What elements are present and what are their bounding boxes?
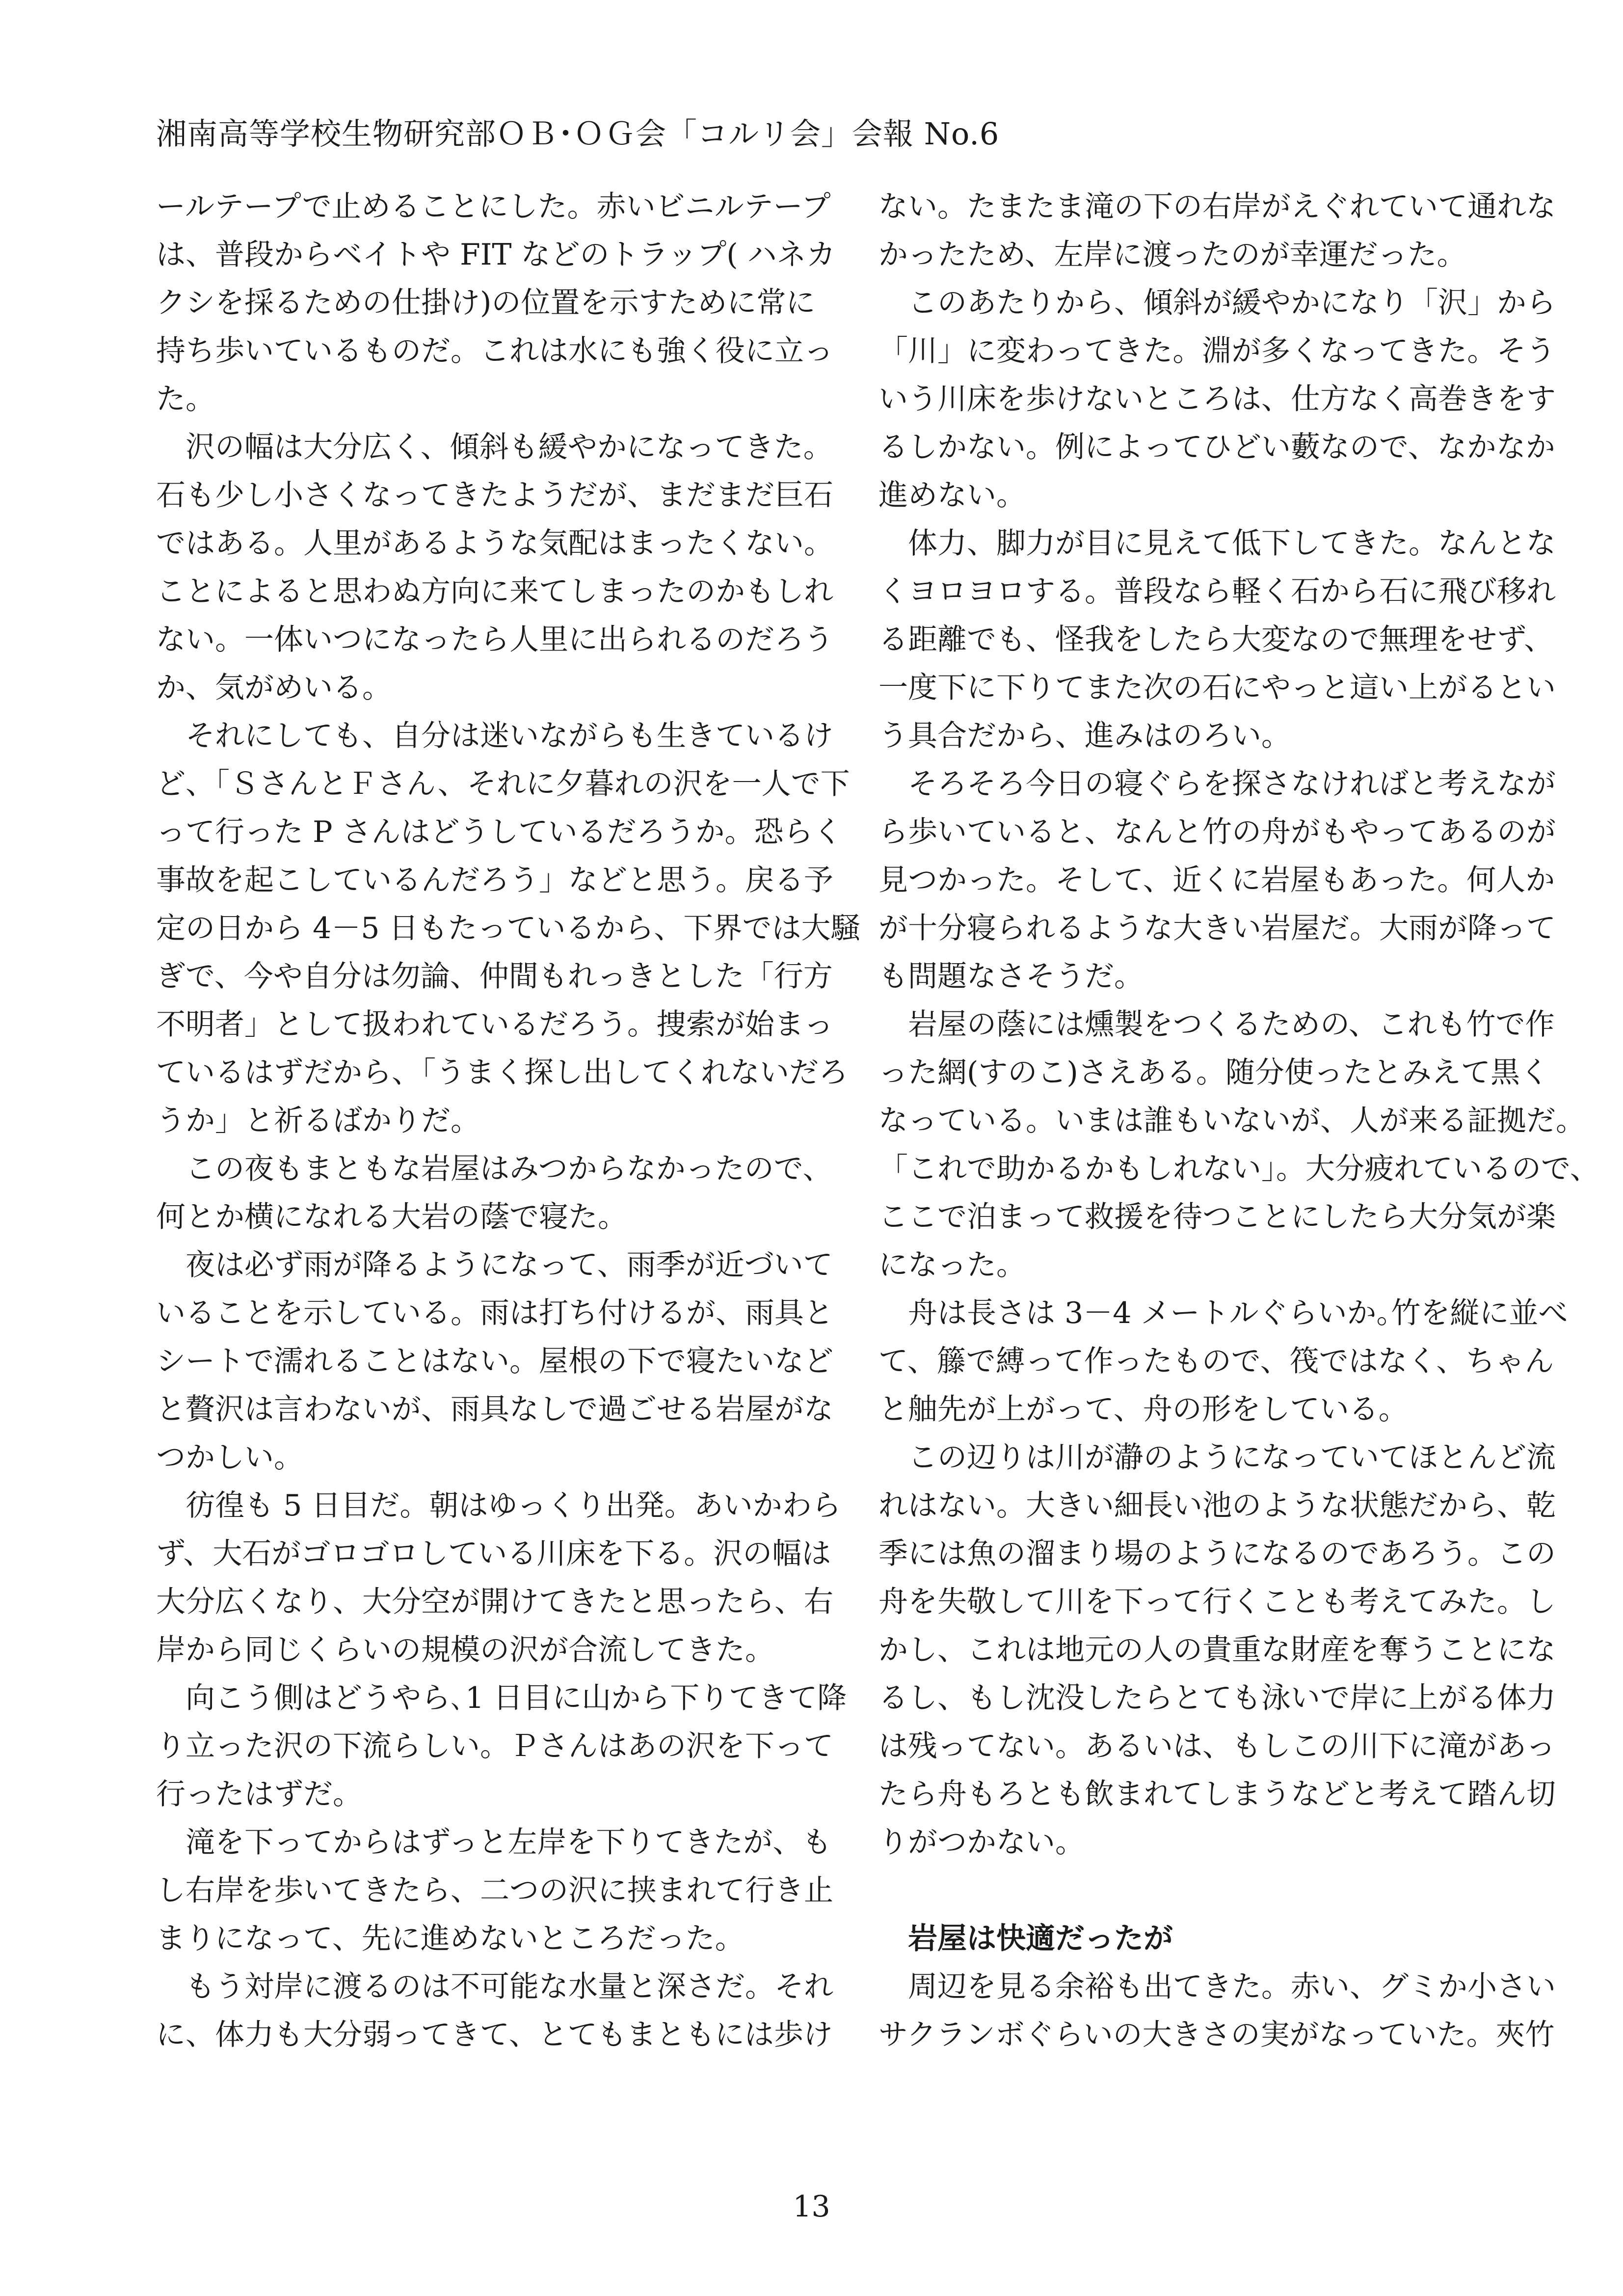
text-line: りがつかない。 bbox=[878, 1825, 1085, 1860]
text-line: くヨロヨロする。普段なら軽く石から石に飛び移れ bbox=[878, 574, 1556, 609]
text-line: ことによると思わぬ方向に来てしまったのかもしれ bbox=[156, 574, 833, 609]
text-line: 岩屋の蔭には燻製をつくるための、これも竹で作 bbox=[908, 1007, 1555, 1042]
text-line: それにしても、自分は迷いながらも生きているけ bbox=[186, 719, 833, 753]
text-line: になった。 bbox=[878, 1248, 1026, 1282]
text-line: ールテープで止めることにした。赤いビニルテープ bbox=[156, 189, 831, 224]
text-line: り立った沢の下流らしい。Ｐさんはあの沢を下って bbox=[156, 1729, 833, 1763]
text-line: ているはずだから、「うまく探し出してくれないだろ bbox=[156, 1055, 848, 1090]
text-line: ぎで、今や自分は勿論、仲間もれっきとした「行方 bbox=[156, 959, 833, 994]
text-line: 不明者」として扱われているだろう。捜索が始まっ bbox=[156, 1007, 833, 1042]
text-line: が十分寝られるような大きい岩屋だ。大雨が降って bbox=[878, 911, 1556, 945]
text-line: ではある。人里があるような気配はまったくない。 bbox=[156, 526, 833, 561]
right-column bbox=[878, 183, 1599, 2059]
text-line: 石も少し小さくなってきたようだが、まだまだ巨石 bbox=[156, 478, 833, 513]
right-column-body-1 bbox=[878, 183, 1599, 1866]
left-column bbox=[156, 183, 860, 2059]
text-line: もう対岸に渡るのは不可能な水量と深さだ。それ bbox=[186, 1970, 833, 2004]
text-line: と贅沢は言わないが、雨具なしで過ごせる岩屋がな bbox=[156, 1392, 833, 1427]
text-line: は残ってない。あるいは、もしこの川下に滝があっ bbox=[878, 1729, 1556, 1763]
text-line: は、普段からベイトや FIT などのトラップ( ハネカ bbox=[156, 238, 836, 272]
text-line: ない。一体いつになったら人里に出られるのだろう bbox=[156, 622, 833, 657]
text-line: て、籐で縛って作ったもので、筏ではなく、ちゃん bbox=[878, 1344, 1554, 1378]
text-line: シートで濡れることはない。屋根の下で寝たいなど bbox=[156, 1344, 833, 1378]
text-line: 事故を起こしているんだろう」などと思う。戻る予 bbox=[156, 863, 833, 897]
section-heading: 岩屋は快適だったが bbox=[908, 1921, 1173, 1956]
text-line: まりになって、先に進めないところだった。 bbox=[156, 1921, 745, 1956]
text-line: 向こう側はどうやら､1 日目に山から下りてきて降 bbox=[186, 1681, 847, 1715]
text-line: 周辺を見る余裕も出てきた。赤い、グミか小さい bbox=[908, 1970, 1556, 2004]
section-spacer bbox=[878, 1866, 1558, 1915]
text-line: 沢の幅は大分広く、傾斜も緩やかになってきた。 bbox=[186, 430, 833, 464]
text-line: 舟を失敬して川を下って行くことも考えてみた。し bbox=[878, 1585, 1556, 1619]
text-line: このあたりから、傾斜が緩やかになり「沢」から bbox=[908, 286, 1556, 320]
text-line: 持ち歩いているものだ。これは水にも強く役に立っ bbox=[156, 334, 833, 368]
text-line: かし、これは地元の人の貴重な財産を奪うことにな bbox=[878, 1633, 1556, 1667]
text-line: れはない。大きい細長い池のような状態だから、乾 bbox=[878, 1488, 1556, 1523]
text-line: か、気がめいる。 bbox=[156, 671, 392, 705]
text-line: 行ったはずだ。 bbox=[156, 1777, 362, 1811]
text-line: し右岸を歩いてきたら、二つの沢に挟まれて行き止 bbox=[156, 1873, 833, 1908]
text-line: に、体力も大分弱ってきて、とてもまともには歩け bbox=[156, 2018, 833, 2052]
right-column-body-2 bbox=[878, 1963, 1558, 2059]
page-header: 湘南高等学校生物研究部ＯＢ･ＯＧ会「コルリ会」会報 No.6 bbox=[156, 116, 1000, 152]
text-line: るしかない。例によってひどい藪なので、なかなか bbox=[878, 430, 1555, 464]
text-line: 「これで助かるかもしれない」。大分疲れているので、 bbox=[878, 1152, 1599, 1186]
text-line: ど、「ＳさんとＦさん、それに夕暮れの沢を一人で下 bbox=[156, 767, 850, 801]
text-line: ず、大石がゴロゴロしている川床を下る。沢の幅は bbox=[156, 1537, 831, 1571]
text-line: うか」と祈るばかりだ。 bbox=[156, 1104, 480, 1138]
text-line: と舳先が上がって、舟の形をしている。 bbox=[878, 1392, 1408, 1427]
page-number: 13 bbox=[793, 2189, 830, 2224]
text-line: この辺りは川が瀞のようになっていてほとんど流 bbox=[908, 1440, 1556, 1475]
text-line: クシを採るための仕掛け)の位置を示すために常に bbox=[156, 286, 816, 320]
text-line: 一度下に下りてまた次の石にやっと這い上がるとい bbox=[878, 671, 1556, 705]
text-line: るし、もし沈没したらとても泳いで岸に上がる体力 bbox=[878, 1681, 1556, 1715]
text-line: 何とか横になれる大岩の蔭で寝た。 bbox=[156, 1200, 627, 1234]
text-line: かったため、左岸に渡ったのが幸運だった。 bbox=[878, 238, 1466, 272]
text-line: 「川」に変わってきた。淵が多くなってきた。そう bbox=[878, 334, 1556, 368]
text-line: 大分広くなり、大分空が開けてきたと思ったら、右 bbox=[156, 1585, 833, 1619]
text-line: 進めない。 bbox=[878, 478, 1026, 513]
text-line: 舟は長さは 3－4 メートルぐらいか｡竹を縦に並べ bbox=[908, 1296, 1568, 1330]
text-line: ここで泊まって救援を待つことにしたら大分気が楽 bbox=[878, 1200, 1556, 1234]
text-line: 体力、脚力が目に見えて低下してきた。なんとな bbox=[908, 526, 1556, 561]
text-line: 彷徨も 5 日目だ。朝はゆっくり出発。あいかわら bbox=[186, 1488, 841, 1523]
text-line: つかしい。 bbox=[156, 1440, 303, 1475]
text-line: そろそろ今日の寝ぐらを探さなければと考えなが bbox=[908, 767, 1556, 801]
text-line: いることを示している。雨は打ち付けるが、雨具と bbox=[156, 1296, 833, 1330]
text-line: 季には魚の溜まり場のようになるのであろう。この bbox=[878, 1537, 1556, 1571]
text-line: たら舟もろとも飲まれてしまうなどと考えて踏ん切 bbox=[878, 1777, 1556, 1811]
text-line: サクランボぐらいの大きさの実がなっていた。夾竹 bbox=[878, 2018, 1555, 2052]
text-line: ら歩いていると、なんと竹の舟がもやってあるのが bbox=[878, 815, 1556, 849]
text-line: う具合だから、進みはのろい。 bbox=[878, 719, 1291, 753]
text-line: 滝を下ってからはずっと左岸を下りてきたが、も bbox=[186, 1825, 832, 1860]
text-line: た。 bbox=[156, 382, 215, 416]
text-line: 見つかった。そして、近くに岩屋もあった。何人か bbox=[878, 863, 1555, 897]
text-line: ない。たまたま滝の下の右岸がえぐれていて通れな bbox=[878, 189, 1556, 224]
text-line: 夜は必ず雨が降るようになって、雨季が近づいて bbox=[186, 1248, 833, 1282]
text-line: なっている。いまは誰もいないが、人が来る証拠だ。 bbox=[878, 1104, 1585, 1138]
text-line: 岸から同じくらいの規模の沢が合流してきた。 bbox=[156, 1633, 774, 1667]
text-line: る距離でも、怪我をしたら大変なので無理をせず、 bbox=[878, 622, 1554, 657]
text-line: った網(すのこ)さえある。随分使ったとみえて黒く bbox=[878, 1055, 1549, 1090]
text-line: って行った P さんはどうしているだろうか。恐らく bbox=[156, 815, 843, 849]
text-line: 定の日から 4－5 日もたっているから、下界では大騒 bbox=[156, 911, 860, 945]
text-line: いう川床を歩けないところは、仕方なく高巻きをす bbox=[878, 382, 1556, 416]
text-line: この夜もまともな岩屋はみつからなかったので、 bbox=[186, 1152, 832, 1186]
text-line: も問題なさそうだ。 bbox=[878, 959, 1144, 994]
